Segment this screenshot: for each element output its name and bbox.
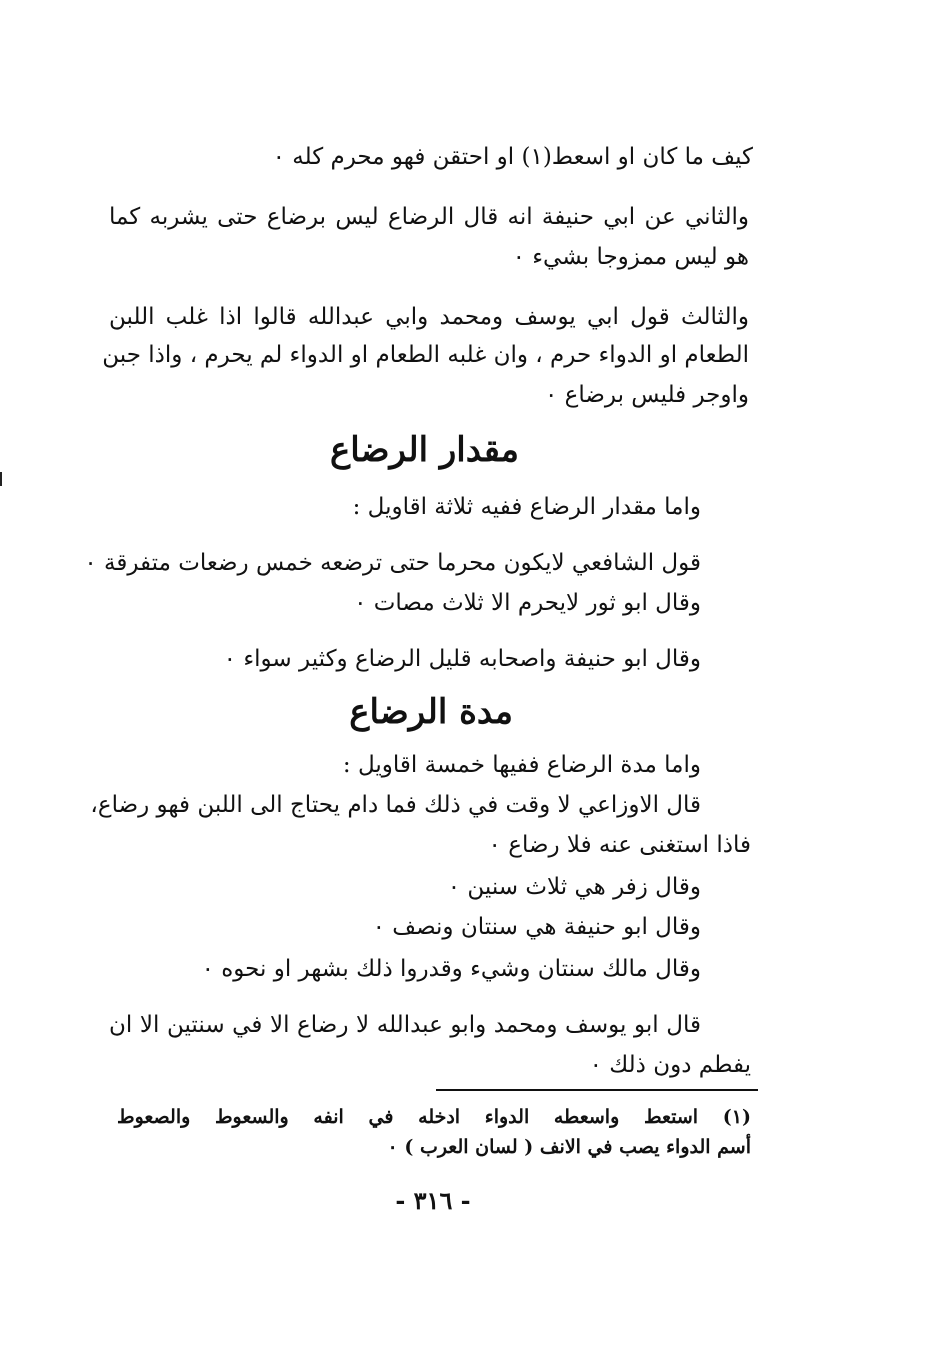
text-line-8: قول الشافعي لايكون محرما حتى ترضعه خمس رضعات متفرقة ٠ — [84, 550, 701, 576]
text-line-5: الطعام او الدواء حرم ، وان غلبه الطعام او الدواء لم يحرم ، واذا جبن — [102, 342, 749, 368]
text-line-11: واما مدة الرضاع ففيها خمسة اقاويل : — [342, 752, 701, 778]
text-line-7: واما مقدار الرضاع ففيه ثلاثة اقاويل : — [352, 494, 701, 520]
text-line-6: واوجر فليس برضاع ٠ — [544, 382, 749, 408]
text-line-1: كيف ما كان او اسعط(١) او احتقن فهو محرم كله ٠ — [272, 144, 753, 170]
section-heading-duration: مدة الرضاع — [349, 692, 513, 732]
text-line-15: وقال ابو حنيفة هي سنتان ونصف ٠ — [372, 914, 701, 940]
text-line-4: والثالث قول ابي يوسف ومحمد وابي عبدالله قالوا اذا غلب اللبن — [109, 304, 749, 330]
page-number: - ٣١٦ - — [395, 1186, 471, 1215]
scan-edge-mark — [0, 472, 2, 486]
text-line-3: هو ليس ممزوجا بشيء ٠ — [512, 244, 749, 270]
footnote-divider — [436, 1089, 758, 1091]
text-line-13: فاذا استغنى عنه فلا رضاع ٠ — [488, 832, 751, 858]
text-line-17: قال ابو يوسف ومحمد وابو عبدالله لا رضاع الا في سنتين الا ان — [109, 1012, 701, 1038]
text-line-14: وقال زفر هي ثلاث سنين ٠ — [447, 874, 701, 900]
footnote-line-2: أسم الدواء يصب في الانف ( لسان العرب ) ٠ — [387, 1136, 751, 1158]
text-line-18: يفطم دون ذلك ٠ — [589, 1052, 751, 1078]
section-heading-amount: مقدار الرضاع — [329, 430, 519, 470]
text-line-16: وقال مالك سنتان وشيء وقدروا ذلك بشهر او نحوه ٠ — [201, 956, 701, 982]
text-line-9: وقال ابو ثور لايحرم الا ثلاث مصات ٠ — [354, 590, 701, 616]
text-line-10: وقال ابو حنيفة واصحابه قليل الرضاع وكثير سواء ٠ — [223, 646, 701, 672]
text-line-2: والثاني عن ابي حنيفة انه قال الرضاع ليس برضاع حتى يشربه كما — [109, 204, 749, 230]
text-line-12: قال الاوزاعي لا وقت في ذلك فما دام يحتاج الى اللبن فهو رضاع، — [90, 792, 701, 818]
footnote-line-1: (١) استعط واسعطه الدواء ادخله في انفه والسعوط والصعوط — [117, 1106, 751, 1128]
